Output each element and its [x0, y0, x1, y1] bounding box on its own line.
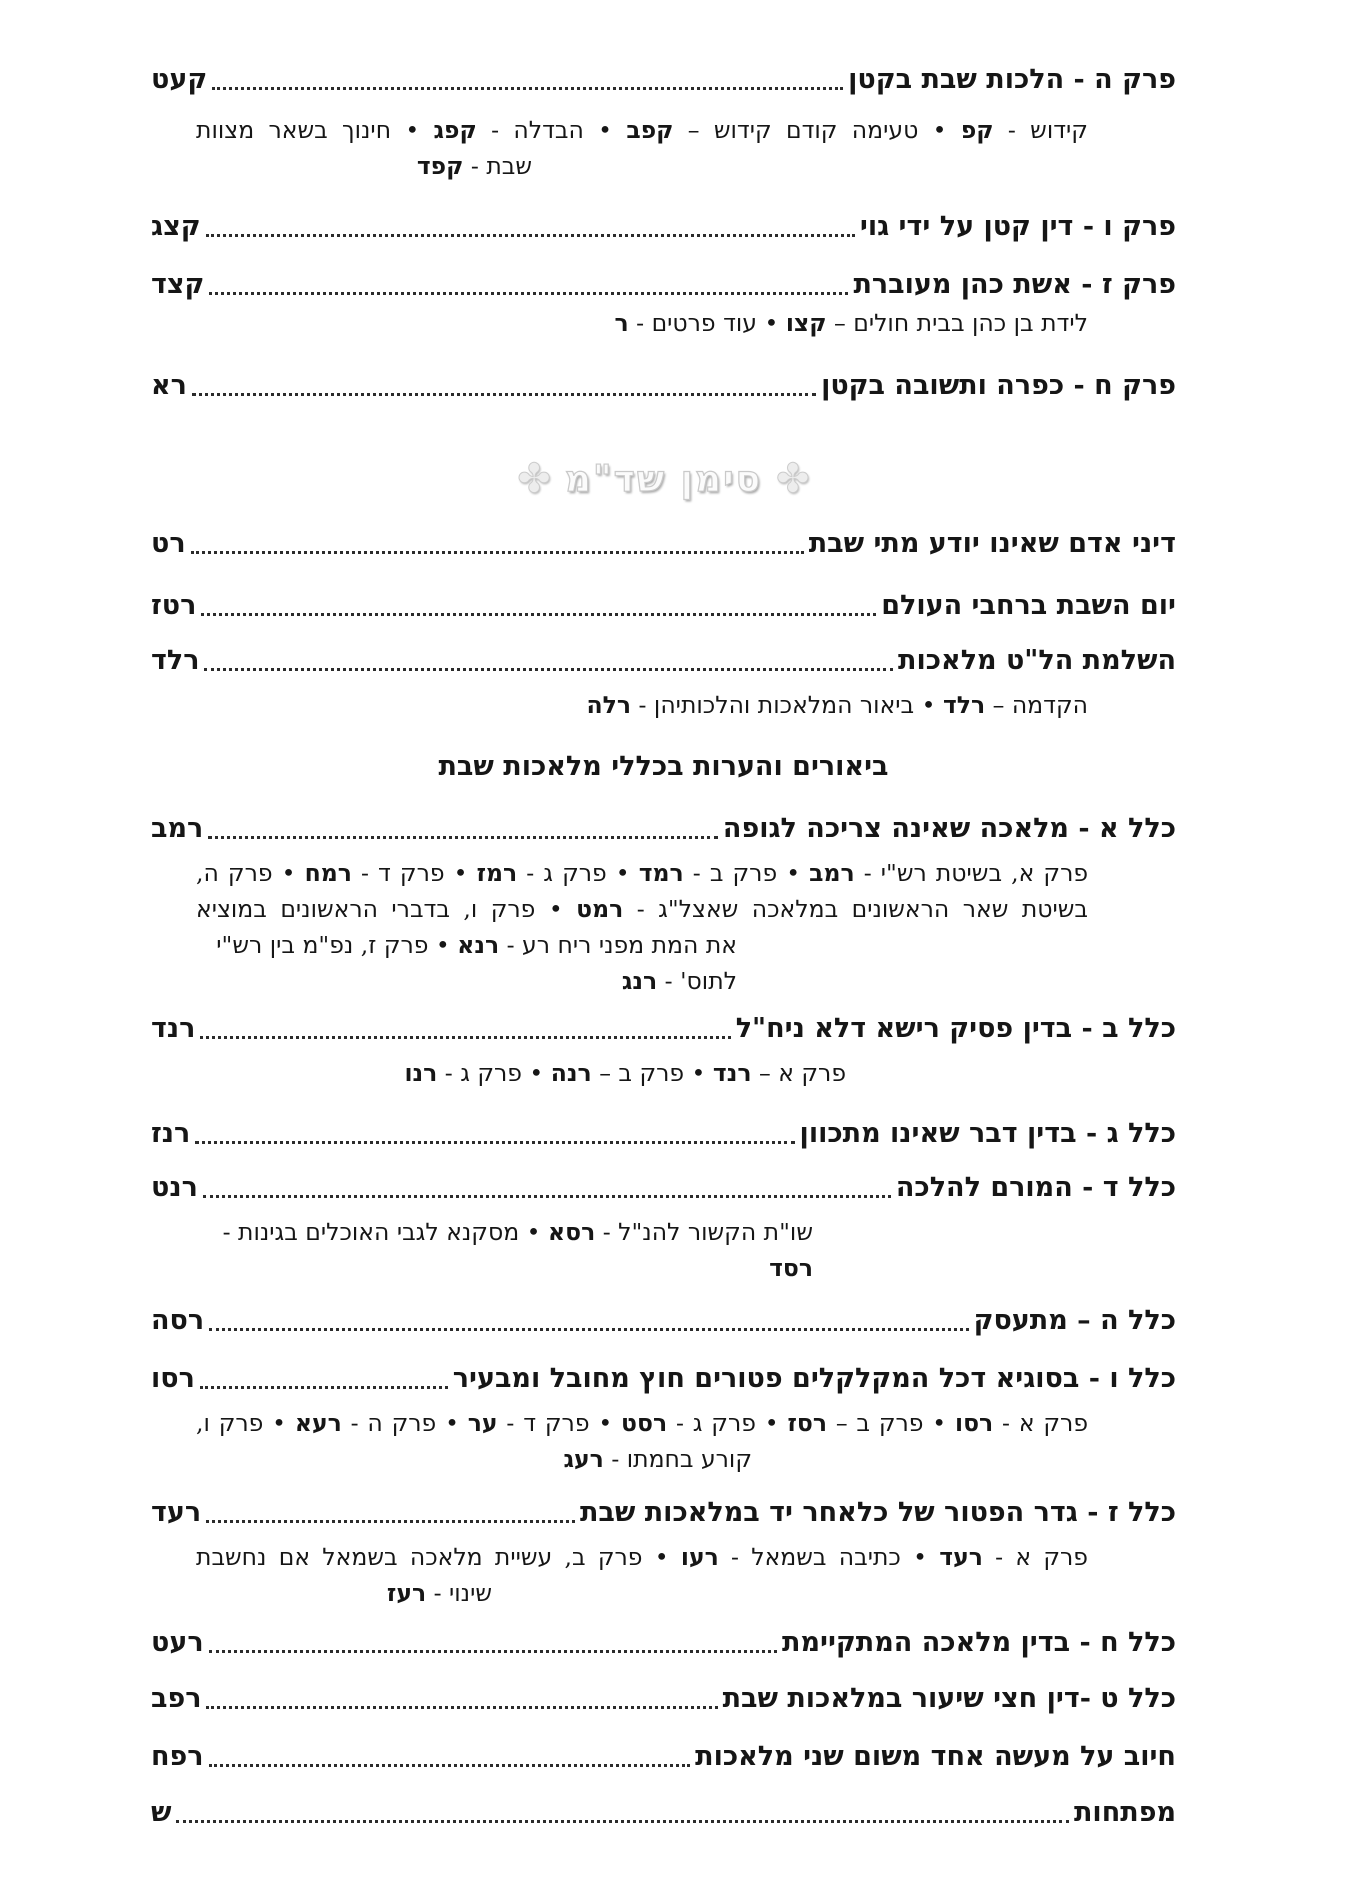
entry-subtopics — [151, 1214, 1176, 1286]
page-number: רסה — [151, 1305, 205, 1336]
sub-page-ref: קצו — [785, 309, 827, 337]
sub-page-ref: רסא — [548, 1218, 596, 1246]
entry-title: פרק ה - הלכות שבת בקטן — [848, 64, 1176, 95]
page-number: רטז — [151, 590, 197, 621]
page-number: רט — [151, 528, 186, 559]
entry-subtopics — [151, 1055, 1176, 1091]
sub-page-ref: רלה — [586, 691, 632, 719]
sub-text: פרק א - — [993, 1409, 1088, 1437]
toc-entry — [151, 1739, 1176, 1775]
toc-entry — [151, 62, 1176, 98]
toc-entry — [151, 209, 1176, 245]
entry-title: חיוב על מעשה אחד משום שני מלאכות — [695, 1741, 1176, 1772]
sub-text: • פרק ב - — [683, 859, 810, 887]
dot-leader — [204, 668, 893, 671]
sub-page-ref: רעג — [563, 1445, 604, 1473]
toc-entry — [151, 1625, 1176, 1661]
toc-entry — [151, 368, 1176, 404]
page-number: קעט — [151, 64, 208, 95]
sub-text: • פרק ד - — [351, 859, 477, 887]
dot-leader — [208, 836, 718, 839]
fleuron-right-icon: ✤ — [776, 456, 810, 502]
page-number: רפח — [151, 1741, 204, 1772]
sub-text: • ביאור המלאכות והלכותיהן - — [631, 691, 943, 719]
dot-leader — [191, 551, 804, 554]
sub-page-ref: ער — [467, 1409, 498, 1437]
entry-title: כלל ח - בדין מלאכה המתקיימת — [782, 1627, 1176, 1658]
subtopic-line — [196, 1575, 1088, 1611]
toc-entry — [151, 1795, 1176, 1831]
entry-title: פרק ו - דין קטן על ידי גוי — [859, 211, 1176, 242]
sub-page-ref: קפד — [416, 152, 464, 180]
sub-text: שו"ת הקשור להנ"ל - — [595, 1218, 813, 1246]
sub-text: • פרק ז, נפ"מ בין רש"י לתוס' - — [216, 931, 737, 995]
sub-page-ref: רמט — [576, 895, 624, 923]
toc-entry — [151, 1681, 1176, 1717]
toc-entry — [151, 1361, 1176, 1397]
page-number: רסו — [151, 1363, 195, 1394]
page-number: קצג — [151, 211, 201, 242]
sub-page-ref: רסט — [621, 1409, 668, 1437]
page-number: רלד — [151, 645, 200, 676]
page-number: רנט — [151, 1172, 198, 1203]
sub-text: • פרק ה, — [196, 859, 305, 887]
entry-title: מפתחות — [1073, 1797, 1176, 1828]
toc-page — [151, 0, 1176, 1831]
sub-text: שינוי - — [426, 1579, 492, 1607]
entry-title: כלל ב - בדין פסיק רישא דלא ניח"ל — [735, 1013, 1176, 1044]
sub-page-ref: רנו — [404, 1059, 438, 1087]
sub-text: פרק א - — [982, 1543, 1088, 1571]
sub-page-ref: רעז — [386, 1579, 427, 1607]
entry-title: כלל ז - גדר הפטור של כלאחר יד במלאכות שבת — [579, 1497, 1176, 1528]
sub-page-ref: רנה — [550, 1059, 592, 1087]
dot-leader — [209, 1764, 691, 1767]
sub-page-ref: רמד — [638, 859, 684, 887]
entry-title: כלל ג - בדין דבר שאינו מתכוון — [799, 1118, 1176, 1149]
sub-page-ref: רעו — [680, 1543, 719, 1571]
sub-page-ref: רנד — [712, 1059, 752, 1087]
fleuron-left-icon: ✤ — [517, 456, 551, 502]
toc-entry — [151, 588, 1176, 624]
toc-entry — [151, 1116, 1176, 1152]
page-number: ש — [151, 1797, 172, 1828]
sub-page-ref: רנא — [457, 931, 500, 959]
subtopic-line — [196, 1441, 1088, 1477]
sub-text: • כתיבה בשמאל - — [718, 1543, 940, 1571]
sub-page-ref: רמז — [476, 859, 518, 887]
dot-leader — [203, 1195, 891, 1198]
section-heading: ביאורים והערות בכללי מלאכות שבת — [438, 751, 889, 782]
sub-text: • עוד פרטים - — [628, 309, 786, 337]
sub-page-ref: רלד — [942, 691, 986, 719]
sub-page-ref: רמב — [809, 859, 855, 887]
subtopic-line — [196, 148, 1088, 184]
sub-text: • פרק ב, עשיית מלאכה בשמאל אם נחשבת — [196, 1543, 681, 1571]
dot-leader — [209, 1328, 968, 1331]
page-number: רנד — [151, 1013, 196, 1044]
sub-page-ref: קפב — [626, 116, 674, 144]
dot-leader — [176, 1820, 1069, 1823]
dot-leader — [209, 292, 848, 295]
entry-title: דיני אדם שאינו יודע מתי שבת — [808, 528, 1176, 559]
dot-leader — [206, 1706, 717, 1709]
sub-text: • פרק ב – — [591, 1059, 713, 1087]
page-number: רפב — [151, 1683, 202, 1714]
sub-text: • פרק ג - — [437, 1059, 551, 1087]
entry-subtopics — [151, 1539, 1176, 1611]
dot-leader — [200, 1386, 448, 1389]
sub-text: • הבדלה - — [476, 116, 627, 144]
sub-text: • פרק ה - — [341, 1409, 468, 1437]
toc-entry — [151, 267, 1176, 303]
subtopic-line — [196, 112, 1088, 148]
sub-page-ref: רמח — [304, 859, 352, 887]
page-number: רמב — [151, 813, 204, 844]
entry-title: כלל ט -דין חצי שיעור במלאכות שבת — [722, 1683, 1176, 1714]
sub-text: לידת בן כהן בבית חולים – — [826, 309, 1088, 337]
sub-page-ref: רסו — [955, 1409, 994, 1437]
subtopic-line — [196, 891, 1088, 927]
sub-text: • פרק ו, — [196, 1409, 295, 1437]
entry-title: פרק ז - אשת כהן מעוברת — [853, 269, 1176, 300]
sub-page-ref: קפ — [960, 116, 994, 144]
entry-title: כלל א - מלאכה שאינה צריכה לגופה — [722, 813, 1176, 844]
sub-page-ref: רנג — [621, 967, 658, 995]
sub-text: • פרק ג - — [517, 859, 639, 887]
sub-text: הקדמה – — [985, 691, 1088, 719]
page-number: רעד — [151, 1497, 202, 1528]
toc-entry — [151, 811, 1176, 847]
sub-page-ref: רסז — [787, 1409, 827, 1437]
toc-entry — [151, 1495, 1176, 1531]
page-number: רא — [151, 370, 187, 401]
entry-title: כלל ד - המורם להלכה — [895, 1172, 1176, 1203]
sub-page-ref: רעד — [939, 1543, 983, 1571]
toc-entry — [151, 526, 1176, 562]
sub-page-ref: קפג — [433, 116, 477, 144]
sub-text: שבת - — [463, 152, 532, 180]
entry-title: כלל ה – מתעסק — [973, 1305, 1176, 1336]
entry-subtopics — [151, 855, 1176, 999]
sub-text: קידוש - — [993, 116, 1088, 144]
subtopic-line — [196, 1405, 1088, 1441]
sub-text: את המת מפני ריח רע - — [499, 931, 737, 959]
sub-text: • פרק ד - — [497, 1409, 622, 1437]
dot-leader — [195, 1141, 794, 1144]
sub-page-ref: רעא — [294, 1409, 342, 1437]
sub-text: בשיטת שאר הראשונים במלאכה שאצל"ג - — [623, 895, 1088, 923]
toc-entry — [151, 1011, 1176, 1047]
toc-entry — [151, 643, 1176, 679]
sub-page-ref: רסד — [769, 1254, 813, 1282]
entry-subtopics — [151, 687, 1176, 723]
subtopic-line — [196, 687, 1088, 723]
subtopic-line — [196, 305, 1088, 341]
page-number: קצד — [151, 269, 205, 300]
entry-title: השלמת הל"ט מלאכות — [898, 645, 1176, 676]
subtopic-line — [196, 1214, 1088, 1286]
entry-title: יום השבת ברחבי העולם — [881, 590, 1176, 621]
sub-text: • טעימה קודם קידוש – — [673, 116, 961, 144]
dot-leader — [192, 393, 816, 396]
entry-title: פרק ח - כפרה ותשובה בקטן — [821, 370, 1176, 401]
page-number: רנז — [151, 1118, 191, 1149]
entry-title: כלל ו - בסוגיא דכל המקלקלים פטורים חוץ מחובל ומבעיר — [452, 1363, 1176, 1394]
dot-leader — [206, 234, 855, 237]
sub-text: • חינוך בשאר מצוות — [196, 116, 434, 144]
dot-leader — [212, 87, 843, 90]
entry-subtopics — [151, 112, 1176, 184]
subtopic-line — [196, 927, 1088, 999]
sub-text: • פרק ו, בדברי הראשונים במוציא — [196, 895, 577, 923]
dot-leader — [201, 613, 876, 616]
entry-subtopics — [151, 1405, 1176, 1477]
dot-leader — [206, 1520, 575, 1523]
sub-text: • מסקנא לגבי האוכלים בגינות - — [222, 1218, 548, 1246]
subtopic-line — [196, 1055, 1088, 1091]
page-number: רעט — [151, 1627, 204, 1658]
toc-entry — [151, 1170, 1176, 1206]
dot-leader — [200, 1036, 730, 1039]
toc-entry — [151, 1303, 1176, 1339]
siman-ornament — [151, 444, 1176, 514]
sub-text: פרק א, בשיטת רש"י - — [854, 859, 1089, 887]
dot-leader — [209, 1650, 777, 1653]
sub-text: • פרק ב – — [826, 1409, 956, 1437]
siman-title: סימן שד"מ — [564, 458, 763, 500]
sub-text: • פרק ג - — [667, 1409, 788, 1437]
entry-subtopics — [151, 305, 1176, 341]
sub-text: פרק א – — [751, 1059, 846, 1087]
sub-text: קורע בחמתו - — [603, 1445, 752, 1473]
subtopic-line — [196, 855, 1088, 891]
sub-page-ref: ר — [614, 309, 629, 337]
subtopic-line — [196, 1539, 1088, 1575]
